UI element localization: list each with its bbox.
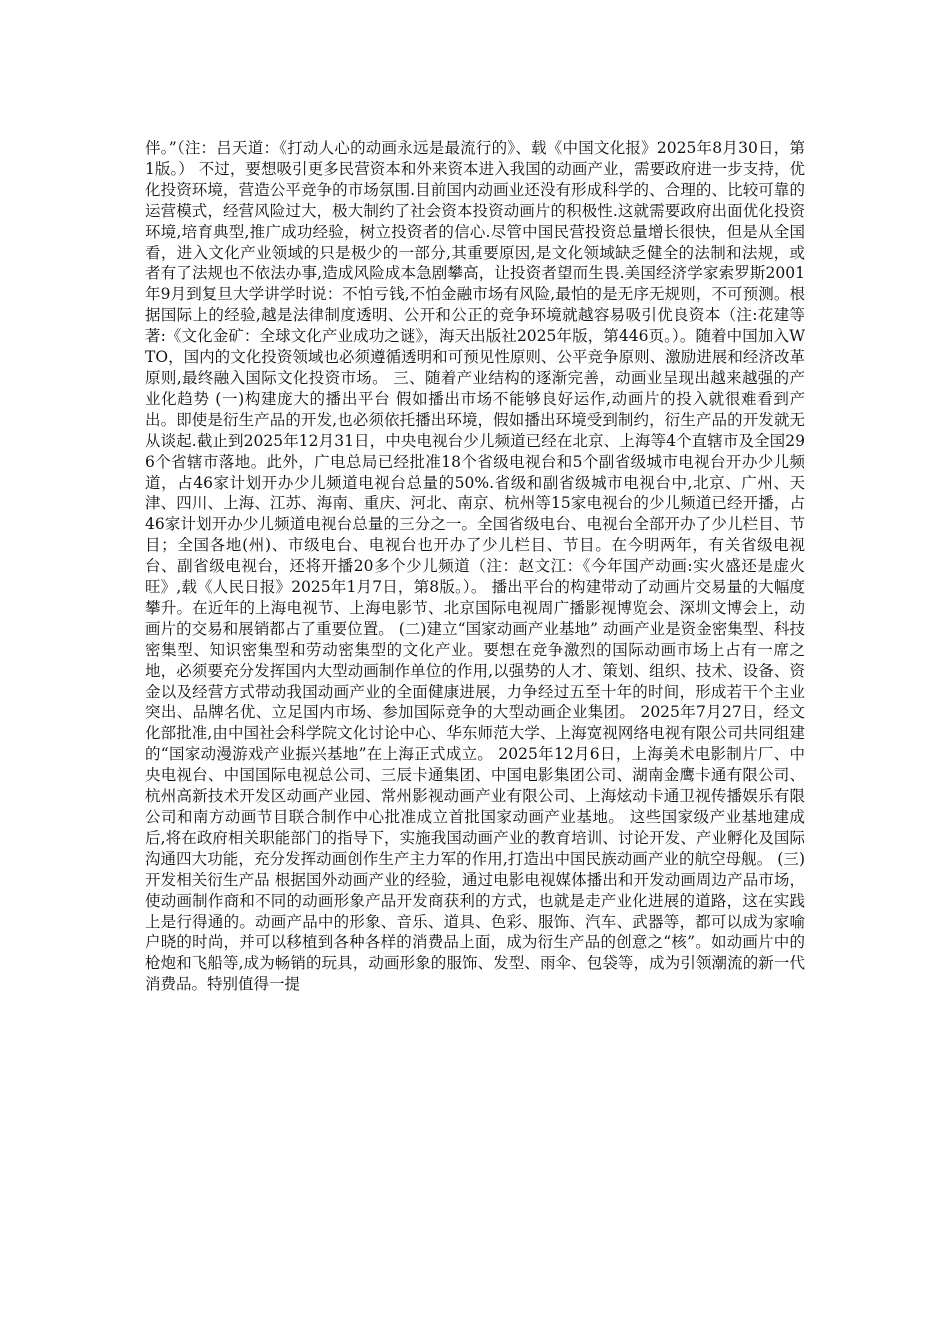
body-text: 伴。”（注：吕天道：《打动人心的动画永远是最流行的》、载《中国文化报》2025年8月30日，第1版。） 不过，要想吸引更多民营资本和外来资本进入我国的动画产业，需要政府进一步支持，优化投资环境，营造公平竞争的市场氛围.目前国内动画业还没有形成科学的、合理的、比较可靠的运营模式，经营风险过大，极大制约了社会资本投资动画片的积极性.这就需要政府出面优化投资环境,培育典型,推广成功经验，树立投资者的信心.尽管中国民营投资总量增长很快，但是从全国看，进入文化产业领域的只是极少的一部分,其重要原因,是文化领域缺乏健全的法制和法规，或者有了法规也不依法办事,造成风险成本急剧攀高，让投资者望而生畏.美国经济学家索罗斯2001年9月到复旦大学讲学时说：不怕亏钱,不怕金融市场有风险,最怕的是无序无规则，不可预测。根据国际上的经验,越是法律制度透明、公开和公正的竞争环境就越容易吸引优良资本（注:花建等著:《文化金矿：全球文化产业成功之谜》，海天出版社2025年版，第446页。）。随着中国加入WTO，国内的文化投资领域也必须遵循透明和可预见性原则、公平竞争原则、激励进展和经济改革原则,最终融入国际文化投资市场。 三、随着产业结构的逐渐完善，动画业呈现出越来越强的产业化趋势 (一)构建庞大的播出平台 假如播出市场不能够良好运作,动画片的投入就很难看到产出。即使是衍生产品的开发,也必须依托播出环境，假如播出环境受到制约，衍生产品的开发就无从谈起.截止到2025年12月31日，中央电视台少儿频道已经在北京、上海等4个直辖市及全国296个省辖市落地。此外，广电总局已经批准18个省级电视台和5个副省级城市电视台开办少儿频道，占46家计划开办少儿频道电视台总量的50%.省级和副省级城市电视台中,北京、广州、天津、四川、上海、江苏、海南、重庆、河北、南京、杭州等15家电视台的少儿频道已经开播，占46家计划开办少儿频道电视台总量的三分之一。全国省级电台、电视台全部开办了少儿栏目、节目；全国各地(州)、市级电台、电视台也开办了少儿栏目、节目。在今明两年，有关省级电视台、副省级电视台，还将开播20多个少儿频道（注：赵文江：《今年国产动画:实火盛还是虚火旺》,载《人民日报》2025年1月7日，第8版。）。 播出平台的构建带动了动画片交易量的大幅度攀升。在近年的上海电视节、上海电影节、北京国际电视周广播影视博览会、深圳文博会上，动画片的交易和展销都占了重要位置。 (二)建立“国家动画产业基地” 动画产业是资金密集型、科技密集型、知识密集型和劳动密集型的文化产业。要想在竞争激烈的国际动画市场上占有一席之地，必须要充分发挥国内大型动画制作单位的作用,以强势的人才、策划、组织、技术、设备、资金以及经营方式带动我国动画产业的全面健康进展，力争经过五至十年的时间，形成若干个主业突出、品牌名优、立足国内市场、参加国际竞争的大型动画企业集团。 2025年7月27日，经文化部批准,由中国社会科学院文化讨论中心、华东师范大学、上海宽视网络电视有限公司共同组建的“国家动漫游戏产业振兴基地”在上海正式成立。 2025年12月6日，上海美术电影制片厂、中央电视台、中国国际电视总公司、三辰卡通集团、中国电影集团公司、湖南金鹰卡通有限公司、杭州高新技术开发区动画产业园、常州影视动画产业有限公司、上海炫动卡通卫视传播娱乐有限公司和南方动画节目联合制作中心批准成立首批国家动画产业基地。 这些国家级产业基地建成后,将在政府相关职能部门的指导下，实施我国动画产业的教育培训、讨论开发、产业孵化及国际沟通四大功能，充分发挥动画创作生产主力军的作用,打造出中国民族动画产业的航空母舰。 (三)开发相关衍生产品 根据国外动画产业的经验，通过电影电视媒体播出和开发动画周边产品市场，使动画制作商和不同的动画形象产品开发商获利的方式，也就是走产业化进展的道路，这在实践上是行得通的。动画产品中的形象、音乐、道具、色彩、服饰、汽车、武器等，都可以成为家喻户晓的时尚，并可以移植到各种各样的消费品上面，成为衍生产品的创意之“核”。如动画片中的枪炮和飞船等,成为畅销的玩具，动画形象的服饰、发型、雨伞、包袋等，成为引领潮流的新一代消费品。特别值得一提 (145, 139, 805, 994)
document-page (145, 138, 805, 995)
